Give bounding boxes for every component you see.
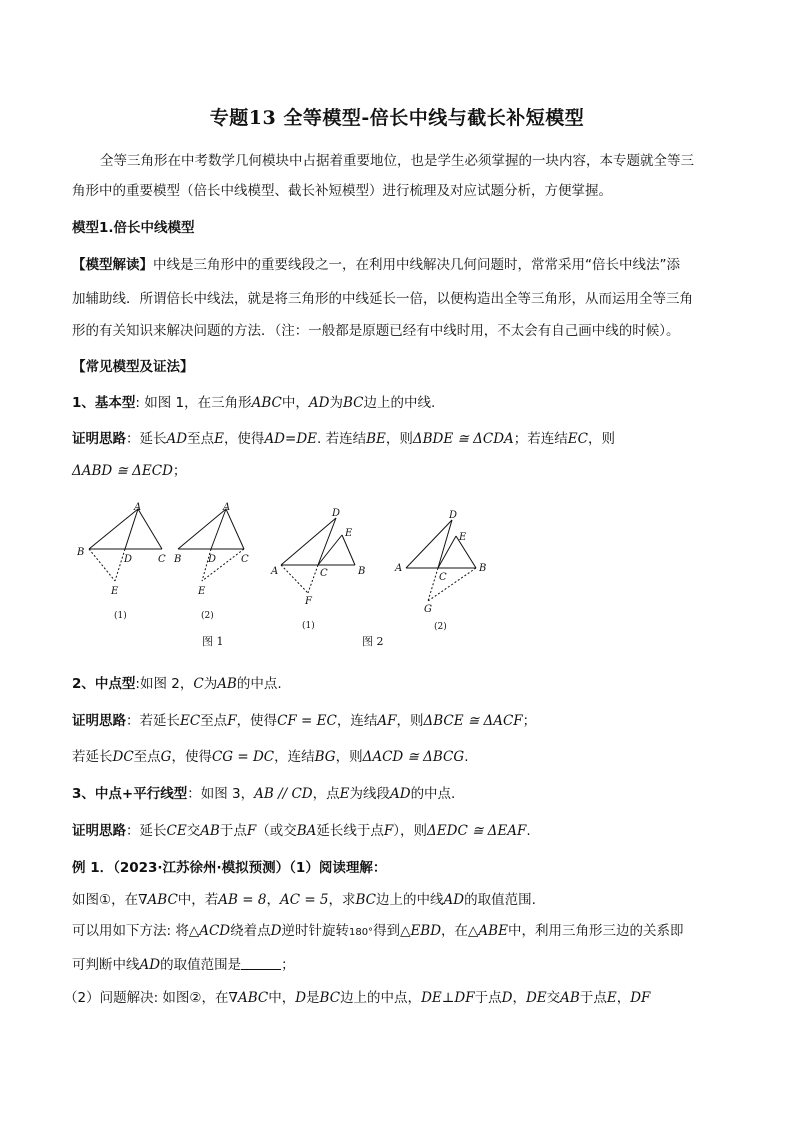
proof3-line [72, 822, 732, 840]
congruence: ΔACD ≅ ΔBCG [362, 749, 465, 765]
point-label: C [158, 554, 166, 565]
proof-text: ，连结 [336, 713, 378, 729]
model1-heading: 模型1.倍长中线模型 [72, 220, 195, 236]
congruence-1: ΔBDE ≅ ΔCDA [412, 431, 514, 447]
proof-text: . [464, 749, 469, 765]
math-triangle-abe: △ABE [468, 923, 508, 939]
proof-text: ：延长 [126, 431, 167, 447]
math-triangle-acd: △ACD [188, 923, 231, 939]
math-cf-ec: CF = EC [277, 713, 337, 729]
item2-number: 2、中点型 [72, 676, 136, 692]
ex-text: 的取值范围是 [160, 957, 242, 973]
ex-text: 边上的中点， [340, 990, 422, 1006]
math-ad: AD [443, 892, 465, 908]
item1-text: 为 [329, 395, 343, 411]
math-ad: AD [308, 395, 330, 411]
ex-text: 中，利用三角形三边的关系即 [507, 923, 684, 939]
math-e: E [606, 990, 617, 1006]
subfigure-label: (2) [201, 611, 214, 621]
proof1-line-1 [72, 430, 732, 448]
proof-label: 证明思路 [72, 713, 126, 729]
fig2-2-bg [428, 568, 476, 601]
math-triangle-abc: ∇ABC [228, 990, 269, 1006]
point-label: D [449, 510, 458, 521]
point-label: E [345, 528, 353, 539]
math-ec: EC [180, 713, 201, 729]
math-c: C [193, 676, 204, 692]
math-bc: BC [342, 395, 364, 411]
proof-text: ； [172, 463, 187, 479]
fig2-2-ec [438, 536, 456, 568]
item2-text: 为 [203, 676, 218, 692]
math-ab: AB [200, 823, 220, 839]
fig2-1-ec [318, 535, 342, 565]
model-reading-line-2: 加辅助线．所谓倍长中线法，就是将三角形的中线延长一倍，以便构造出全等三角形，从而运用全等三角 [72, 291, 693, 307]
math-bg: BG [314, 749, 336, 765]
proof-text: 若延长 [72, 749, 113, 765]
fig1-1-triangle [89, 509, 162, 549]
fig2-1-eb [342, 535, 355, 565]
point-label: B [77, 547, 85, 558]
proof-text: ，连结 [274, 749, 315, 765]
point-label: F [305, 596, 312, 607]
item1-text: : 如图 1，在三角形 [135, 395, 252, 411]
proof-text: ； [522, 713, 537, 729]
item3-text: 为线段 [349, 786, 390, 802]
proof1-line-2 [72, 462, 732, 480]
proof-text: ：延长 [126, 823, 167, 839]
ex-text: 边上的中线 [376, 892, 444, 908]
figures-1-2 [70, 498, 510, 660]
proof-text: ；若连结 [513, 431, 568, 447]
proof-text: ，则 [335, 749, 363, 765]
common-models-heading: 【常见模型及证法】 [72, 359, 194, 375]
example1-line-2 [72, 922, 732, 942]
intro-line-2: 角形中的重要模型（倍长中线模型、截长补短模型）进行梳理及对应试题分析，方便掌握。 [72, 183, 612, 199]
proof-text: ：若延长 [126, 713, 180, 729]
point-label: D [208, 554, 217, 565]
point-label: B [174, 554, 182, 565]
item1-text: 中， [281, 395, 309, 411]
math-ad: AD [166, 431, 188, 447]
math-d: D [270, 923, 282, 939]
math-d: D [501, 990, 513, 1006]
subfigure-label: (2) [434, 622, 447, 632]
item3-line [72, 785, 732, 803]
math-abc: ABC [251, 395, 282, 411]
model-reading-line-3: 形的有关知识来解决问题的方法．（注：一般都是原题已经有中线时用，不太会有自己画中线的时候）。 [72, 323, 680, 339]
item1-text: 边上的中线. [363, 395, 436, 411]
proof-text: 交 [186, 823, 201, 839]
example1-heading: 例 1．（2023·江苏徐州·模拟预测）（1）阅读理解： [72, 860, 387, 876]
fig1-1-median [125, 509, 138, 549]
ex-text: 是 [306, 990, 320, 1006]
example1-line-4 [64, 989, 724, 1007]
ex-text: 逆时针旋转 [281, 923, 349, 939]
item1-line [72, 394, 732, 412]
answer-blank[interactable] [241, 957, 281, 970]
ex-text: 如图①，在 [72, 892, 139, 908]
point-label: A [271, 566, 279, 577]
model-reading-line-1 [72, 256, 732, 274]
point-label: C [439, 572, 447, 583]
math-g: G [160, 749, 172, 765]
point-label: G [424, 604, 432, 615]
fig2-2-cg [428, 568, 438, 601]
congruence: ΔEDC ≅ ΔEAF [427, 823, 527, 839]
ex-text: ，求 [328, 892, 356, 908]
proof-text: 于点 [219, 823, 247, 839]
fig2-1-cf [308, 565, 318, 593]
proof-text: 至点 [200, 713, 228, 729]
fig2-1-af [281, 565, 308, 593]
math-ab: AB [560, 990, 580, 1006]
figure1-caption: 图 1 [202, 635, 224, 648]
congruence: ΔBCE ≅ ΔACF [423, 713, 523, 729]
page-title: 专题13 全等模型-倍长中线与截长补短模型 [209, 107, 585, 129]
point-label: B [479, 563, 487, 574]
point-label: A [395, 563, 403, 574]
math-ec: EC [567, 431, 588, 447]
ex-text: 于点 [579, 990, 607, 1006]
math-e: E [214, 431, 224, 447]
math-f: F [227, 713, 237, 729]
item3-number: 3、中点+平行线型 [72, 786, 188, 802]
ex-text: 的取值范围. [464, 892, 536, 908]
ex-text: ； [281, 957, 295, 973]
congruence-2: ΔABD ≅ ΔECD [72, 463, 173, 479]
proof-text: 至点 [187, 431, 215, 447]
item3-text: 的中点. [410, 786, 456, 802]
math-ab-eq-8: AB = 8 [218, 892, 267, 908]
item1-number: 1、基本型 [72, 395, 136, 411]
point-label: E [111, 586, 119, 597]
math-ad: AD [139, 957, 161, 973]
math-ad-de: AD=DE [264, 431, 318, 447]
ex-text: 可判断中线 [72, 957, 140, 973]
math-be: BE [366, 431, 386, 447]
subfigure-label: (1) [114, 611, 127, 621]
subfigure-label: (1) [302, 621, 315, 631]
proof-text: ，使得 [171, 749, 212, 765]
proof-text: 至点 [133, 749, 161, 765]
ex-text: 于点 [474, 990, 502, 1006]
math-e: E [339, 786, 350, 802]
point-label: C [320, 568, 328, 579]
point-label: A [134, 502, 142, 513]
model-reading-text: 中线是三角形中的重要线段之一，在利用中线解决几何问题时，常常采用“倍长中线法”添 [153, 257, 680, 273]
math-ab: AB [217, 676, 237, 692]
item2-line [72, 675, 732, 693]
ex-text: 可以用如下方法: 将 [72, 923, 189, 939]
figure2-caption: 图 2 [362, 635, 384, 648]
proof-text: . [526, 823, 531, 839]
math-d: D [295, 990, 307, 1006]
proof-text: 延长线于点 [316, 823, 384, 839]
fig1-1-be [89, 549, 115, 581]
math-bc: BC [355, 892, 377, 908]
math-ba: BA [296, 823, 317, 839]
point-label: E [198, 586, 206, 597]
point-label: A [223, 502, 231, 513]
fig1-2-triangle [178, 509, 244, 549]
proof-text: . 若连结 [317, 431, 367, 447]
math-bc: BC [319, 990, 341, 1006]
point-label: D [332, 508, 341, 519]
item3-text: ：如图 3， [187, 786, 255, 802]
model-reading-tag: 【模型解读】 [72, 257, 153, 273]
ex-text: ，在 [441, 923, 469, 939]
ex-text: 绕着点 [230, 923, 271, 939]
proof-text: ，则 [396, 713, 424, 729]
math-df: DF [630, 990, 651, 1006]
math-f: F [383, 823, 394, 839]
example1-line-3 [72, 956, 732, 974]
proof-text: ，使得 [223, 431, 265, 447]
example1-line-1 [72, 891, 732, 909]
proof-text: ，使得 [236, 713, 278, 729]
math-de: DE [525, 990, 547, 1006]
point-label: E [459, 532, 467, 543]
intro-line-1: 全等三角形在中考数学几何模块中占据着重要地位，也是学生必须掌握的一块内容，本专题就全等三 [100, 153, 694, 169]
proof2-line-1 [72, 712, 732, 730]
ex-text: （2）问题解决: 如图②，在 [64, 990, 229, 1006]
ex-text: 中， [268, 990, 296, 1006]
ex-text: 中，若 [177, 892, 219, 908]
item2-text: :如图 2， [135, 676, 194, 692]
item2-text: 的中点. [236, 676, 282, 692]
proof-text: ，则 [385, 431, 413, 447]
item3-text: ，点 [312, 786, 340, 802]
math-ce: CE [166, 823, 187, 839]
proof-text: ），则 [393, 823, 428, 839]
ex-text: ， [266, 892, 280, 908]
math-de-perp-df: DE⊥DF [421, 990, 475, 1006]
ex-text: 交 [546, 990, 561, 1006]
proof2-line-2 [72, 748, 732, 766]
math-af: AF [377, 713, 397, 729]
math-triangle-abc: ∇ABC [138, 892, 178, 908]
math-ac-eq-5: AC = 5 [279, 892, 329, 908]
fig2-1-ad [281, 518, 336, 565]
proof-label: 证明思路 [72, 823, 126, 839]
proof-label: 证明思路 [72, 431, 126, 447]
ex-text: ， [616, 990, 631, 1006]
math-cg-dc: CG = DC [211, 749, 275, 765]
ex-text: ， [512, 990, 526, 1006]
math-ad: AD [389, 786, 411, 802]
proof-text: （或交 [256, 823, 297, 839]
point-label: D [124, 554, 133, 565]
math-180deg: 180° [348, 927, 374, 938]
point-label: C [241, 554, 249, 565]
point-label: B [358, 566, 366, 577]
math-f: F [246, 823, 257, 839]
ex-text: 得到 [373, 923, 401, 939]
proof-text: ，则 [587, 431, 615, 447]
math-triangle-ebd: △EBD [400, 923, 442, 939]
math-ab-parallel-cd: AB // CD [254, 786, 313, 802]
math-dc: DC [112, 749, 134, 765]
